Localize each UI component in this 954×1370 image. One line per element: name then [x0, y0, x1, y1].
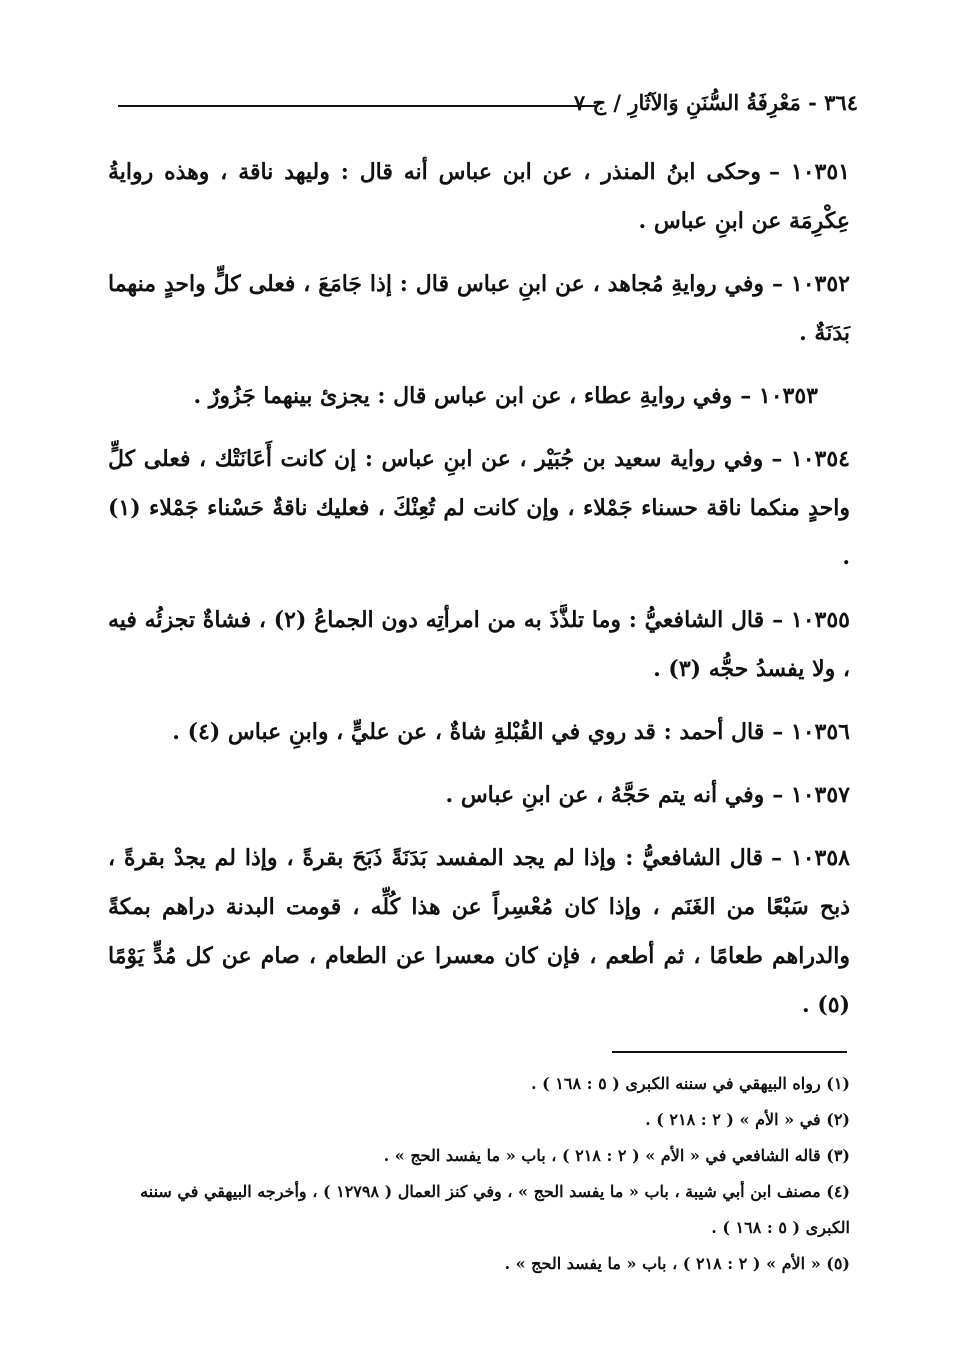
paragraph-number: ١٠٣٥٦ –: [772, 719, 850, 745]
paragraph-10352: [108, 260, 850, 358]
paragraph-text: وفي روايةِ مُجاهد ، عن ابنِ عباس قال : إذا جَامَعَ ، فعلى كلٍّ واحدٍ منهما بَدَنَةٌ .: [108, 271, 850, 346]
footnote-rule: [612, 1051, 847, 1053]
paragraph-number: ١٠٣٥١ –: [769, 159, 850, 185]
page-header: [118, 84, 858, 124]
paragraph-text: وفي أنه يتم حَجَّهُ ، عن ابنِ عباس .: [445, 782, 765, 808]
paragraph-text: وفي رواية سعيد بن جُبَيْر ، عن ابنِ عباس : إن كانت أَعَانَتْك ، فعلى كلٍّ واحدٍ منكما ناقة حسناء جَمْلاء ، وإن كانت لم تُعِنْكَ ، فعليك ناقةٌ حَسْناء جَمْلاء (١) .: [108, 446, 850, 570]
paragraph-number: ١٠٣٥٤ –: [771, 446, 850, 472]
footnote-1: (١) رواه البيهقي في سننه الكبرى ( ٥ : ١٦٨ ) .: [530, 1074, 850, 1093]
paragraph-text: وحكى ابنُ المنذر ، عن ابن عباس أنه قال : وليهد ناقة ، وهذه روايةُ عِكْرِمَة عن ابنِ عباس .: [108, 159, 850, 234]
paragraph-10354: [108, 435, 850, 582]
paragraph-number: ١٠٣٥٢ –: [772, 271, 850, 297]
main-text: [108, 148, 850, 1044]
footnotes: [108, 1066, 850, 1282]
paragraph-text: قال الشافعيُّ : وما تلذَّذَ به من امرأتِه دون الجماعُ (٢) ، فشاةٌ تجزئُه فيه ، ولا يفسدُ حجُّه (٣) .: [108, 607, 850, 682]
footnote-5: (٥) « الأم » ( ٢ : ٢١٨ ) ، باب « ما يفسد الحج » .: [504, 1254, 850, 1273]
paragraph-10351: [108, 148, 850, 246]
footnote-3: (٣) قاله الشافعي في « الأم » ( ٢ : ٢١٨ ) ، باب « ما يفسد الحج » .: [383, 1146, 850, 1165]
footnote-2: (٢) في « الأم » ( ٢ : ٢١٨ ) .: [645, 1110, 850, 1129]
paragraph-10357: [108, 771, 850, 820]
paragraph-text: قال أحمد : قد روي في القُبْلةِ شاةٌ ، عن عليٍّ ، وابنِ عباس (٤) .: [172, 719, 765, 745]
paragraph-10353: [108, 372, 850, 421]
paragraph-text: وفي روايةِ عطاء ، عن ابن عباس قال : يجزئ بينهما جَزُورٌ .: [193, 383, 733, 409]
running-head: ٣٦٤ - مَعْرِفَةُ السُّنَنِ وَالآثَارِ / ج ٧: [573, 90, 858, 115]
footnote-4: (٤) مصنف ابن أبي شيبة ، باب « ما يفسد الحج » ، وفي كنز العمال ( ١٢٧٩٨ ) ، وأخرجه البيهقي في سننه الكبرى ( ٥ : ١٦٨ ) .: [140, 1182, 850, 1237]
paragraph-number: ١٠٣٥٧ –: [772, 782, 850, 808]
paragraph-number: ١٠٣٥٥ –: [772, 607, 850, 633]
paragraph-number: ١٠٣٥٨ –: [770, 845, 850, 871]
paragraph-10355: [108, 596, 850, 694]
paragraph-10358: [108, 834, 850, 1030]
paragraph-10356: [108, 708, 850, 757]
header-rule: [118, 105, 598, 107]
paragraph-number: ١٠٣٥٣ –: [740, 383, 818, 409]
paragraph-text: قال الشافعيُّ : وإذا لم يجد المفسد بَدَنَةً ذَبَحَ بقرةً ، وإذا لم يجدْ بقرةً ، ذبح سَبْعًا من الغَنَم ، وإذا كان مُعْسِراً عن هذا كُلِّه ، قومت البدنة دراهم بمكةً والدراهم طعامًا ، ثم أطعم ، فإن كان معسرا عن الطعام ، صام عن كل مُدٍّ يَوْمًا (٥) .: [108, 845, 850, 1018]
